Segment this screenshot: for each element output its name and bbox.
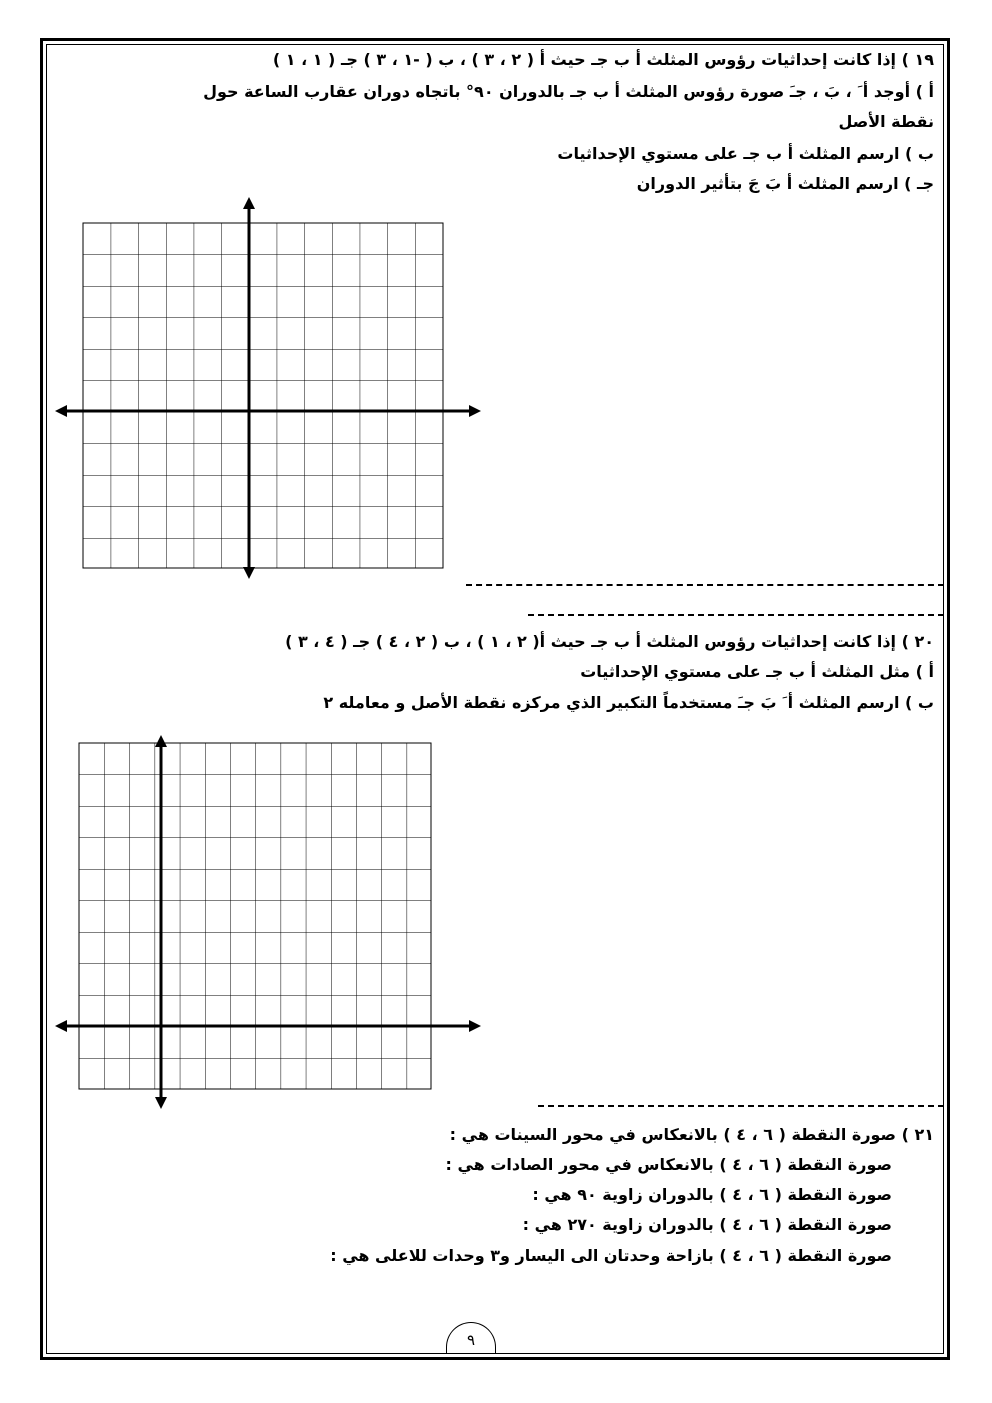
page-number: ٩	[446, 1322, 496, 1354]
coordinate-grid-q19[interactable]	[55, 195, 485, 580]
q19-part-a: أ ) أوجد أ َ ، بَ ، جـَ صورة رؤوس المثلث أ ب جـ بالدوران ٩٠° باتجاه دوران عقارب الساعة حول	[203, 82, 934, 101]
q19-statement: ١٩ ) إذا كانت إحداثيات رؤوس المثلث أ ب جـ حيث أ ( ٢ ، ٣ ) ، ب ( -١ ، ٣ ) جـ ( ١ ، ١ )	[272, 50, 934, 69]
q20-part-b: ب ) ارسم المثلث أ َ بَ جـَ مستخدماً التكبير الذي مركزه نقطة الأصل و معامله ٢	[323, 693, 934, 712]
q19-part-b: ب ) ارسم المثلث أ ب جـ على مستوي الإحداثيات	[557, 144, 934, 163]
q19-part-a-cont: نقطة الأصل	[838, 112, 934, 131]
q20-statement: ٢٠ ) إذا كانت إحداثيات رؤوس المثلث أ ب جـ حيث أ( ٢ ، ١ ) ، ب ( ٢ ، ٤ ) جـ ( ٤ ، ٣ )	[285, 632, 934, 651]
q21-item-1: ٢١ ) صورة النقطة ( ٦ ، ٤ ) بالانعكاس في محور السينات هي :	[449, 1125, 934, 1144]
q20-part-a: أ ) مثل المثلث أ ب جـ على مستوي الإحداثيات	[580, 662, 934, 681]
separator	[538, 1105, 944, 1107]
q21-item-5: صورة النقطة ( ٦ ، ٤ ) بازاحة وحدتان الى اليسار و٣ وحدات للاعلى هي :	[330, 1246, 892, 1265]
coordinate-grid-q20[interactable]	[55, 735, 485, 1115]
separator	[466, 584, 944, 586]
q19-part-c: جـ ) ارسم المثلث أ بَ جَ بتأثير الدوران	[636, 174, 934, 193]
q21-item-2: صورة النقطة ( ٦ ، ٤ ) بالانعكاس في محور الصادات هي :	[445, 1155, 892, 1174]
q21-item-4: صورة النقطة ( ٦ ، ٤ ) بالدوران زاوية ٢٧٠ هي :	[522, 1215, 892, 1234]
separator	[528, 614, 944, 616]
q21-item-3: صورة النقطة ( ٦ ، ٤ ) بالدوران زاوية ٩٠ هي :	[532, 1185, 892, 1204]
